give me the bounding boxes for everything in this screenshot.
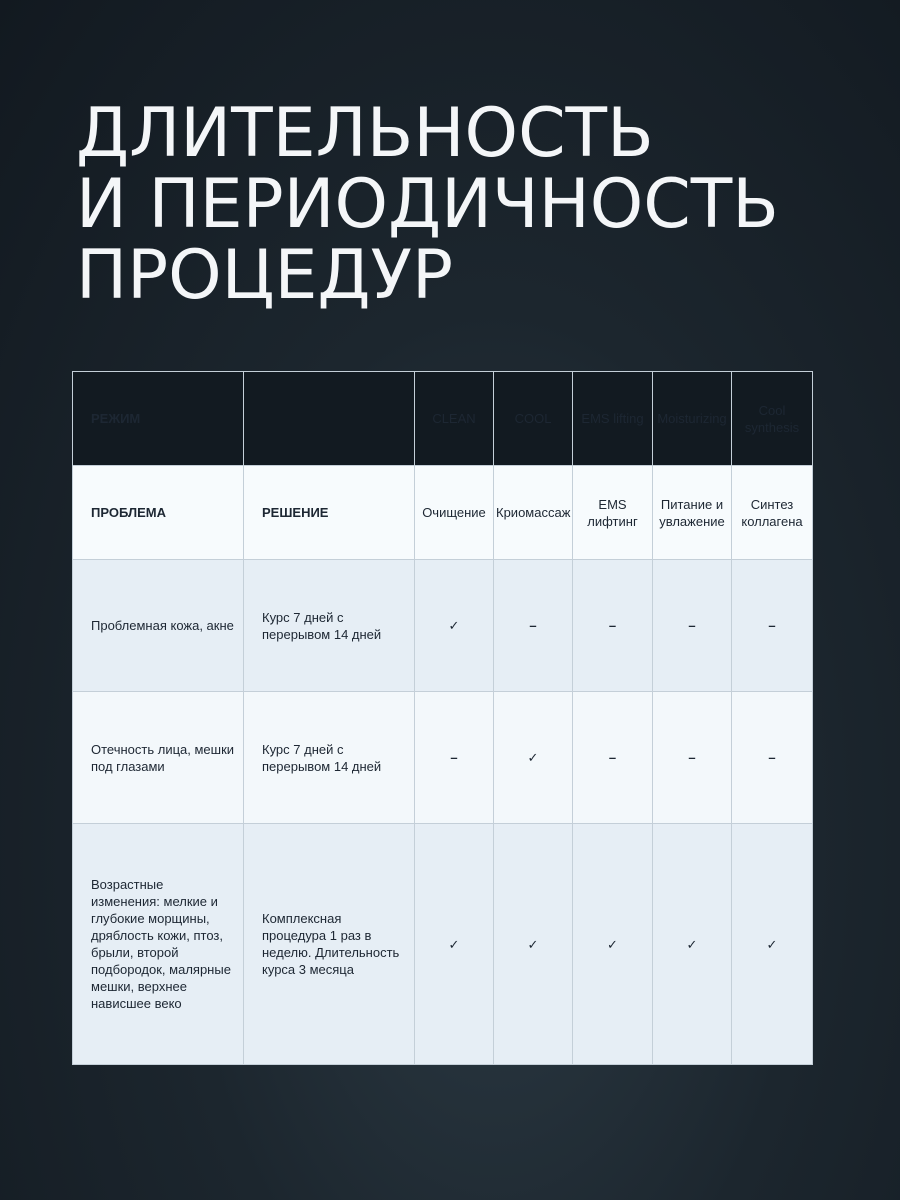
row-mark-moisturizing: –: [653, 692, 732, 824]
header-mode-moisturizing: Moisturizing: [653, 372, 732, 466]
row-mark-ems: –: [573, 692, 653, 824]
procedures-table: [72, 371, 813, 1065]
table-row: [73, 560, 813, 692]
page-title: [76, 94, 779, 315]
table-row: [73, 824, 813, 1065]
row-solution: Комплексная процедура 1 раз в неделю. Длительность курса 3 месяца: [244, 824, 415, 1065]
table-header-row: [73, 372, 813, 466]
row-mark-clean: ✓: [415, 824, 494, 1065]
row-mark-cool: ✓: [494, 824, 573, 1065]
header-mode-cool: COOL: [494, 372, 573, 466]
row-mark-moisturizing: –: [653, 560, 732, 692]
row-mark-moisturizing: ✓: [653, 824, 732, 1065]
row-mark-cool: ✓: [494, 692, 573, 824]
row-solution: Курс 7 дней с перерывом 14 дней: [244, 692, 415, 824]
row-problem: Возрастные изменения: мелкие и глубокие морщины, дряблость кожи, птоз, брыли, второй подбородок, малярные мешки, верхнее нависшее веко: [73, 824, 244, 1065]
table-subheader-row: [73, 466, 813, 560]
title-line-2: И ПЕРИОДИЧНОСТЬ: [76, 165, 779, 244]
header-mode-clean: CLEAN: [415, 372, 494, 466]
header-mode-ems-lifting: EMS lifting: [573, 372, 653, 466]
subheader-effect-collagen: Синтез коллагена: [732, 466, 813, 560]
table-row: [73, 692, 813, 824]
row-problem: Проблемная кожа, акне: [73, 560, 244, 692]
header-empty-cell: [244, 372, 415, 466]
subheader-effect-cryomassage: Криомассаж: [494, 466, 573, 560]
title-line-1: ДЛИТЕЛЬНОСТЬ: [76, 94, 654, 173]
title-line-3: ПРОЦЕДУР: [76, 236, 453, 315]
header-mode-cool-synthesis: Cool synthesis: [732, 372, 813, 466]
row-mark-clean: ✓: [415, 560, 494, 692]
row-mark-cool-synthesis: ✓: [732, 824, 813, 1065]
row-solution: Курс 7 дней с перерывом 14 дней: [244, 560, 415, 692]
row-mark-ems: –: [573, 560, 653, 692]
subheader-problem: ПРОБЛЕМА: [73, 466, 244, 560]
row-problem: Отечность лица, мешки под глазами: [73, 692, 244, 824]
row-mark-cool-synthesis: –: [732, 560, 813, 692]
row-mark-ems: ✓: [573, 824, 653, 1065]
header-mode-label: РЕЖИМ: [73, 372, 244, 466]
subheader-effect-nutrition: Питание и увлажение: [653, 466, 732, 560]
row-mark-clean: –: [415, 692, 494, 824]
subheader-solution: РЕШЕНИЕ: [244, 466, 415, 560]
row-mark-cool-synthesis: –: [732, 692, 813, 824]
subheader-effect-cleansing: Очищение: [415, 466, 494, 560]
subheader-effect-ems: EMS лифтинг: [573, 466, 653, 560]
row-mark-cool: –: [494, 560, 573, 692]
